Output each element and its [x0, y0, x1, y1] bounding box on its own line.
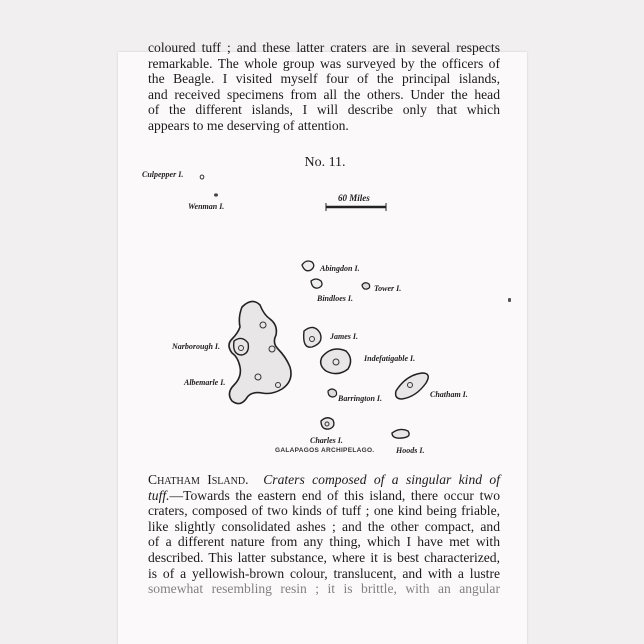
- charles-label: Charles I.: [310, 436, 343, 445]
- section-heading: Chatham Island.: [148, 472, 249, 487]
- narborough-island-shape: [234, 338, 249, 355]
- tower-label: Tower I.: [374, 284, 402, 293]
- text-line: remarkable. The whole group was surveyed by the officers of: [148, 55, 500, 71]
- tuff-word: tuff.: [148, 487, 170, 503]
- text-line: described. This latter substance, where it is best characterized,: [148, 549, 500, 565]
- text-line: the Beagle. I visited myself four of the principal islands,: [148, 71, 500, 87]
- text-line: coloured tuff ; and these latter craters are in several respects: [148, 40, 500, 55]
- abingdon-island-shape: [302, 261, 314, 271]
- james-island-shape: [304, 327, 321, 347]
- indefatigable-label: Indefatigable I.: [364, 354, 416, 363]
- barrington-label: Barrington I.: [338, 394, 383, 403]
- bindloes-label: Bindloes I.: [317, 294, 354, 303]
- top-paragraph: [148, 40, 500, 134]
- text-line: is of a yellowish-brown colour, translucent, and with a lustre: [148, 565, 500, 581]
- figure-number: No. 11.: [304, 155, 346, 170]
- map-caption: GALAPAGOS ARCHIPELAGO.: [275, 447, 375, 454]
- chatham-label: Chatham I.: [430, 390, 468, 399]
- text-line: [148, 472, 500, 488]
- text-line: like slightly consolidated ashes ; and the other compact, and: [148, 518, 500, 534]
- narborough-label: Narborough I.: [172, 342, 221, 351]
- culpepper-label: Culpepper I.: [142, 170, 184, 179]
- albemarle-label: Albemarle I.: [184, 378, 226, 387]
- bottom-paragraph: [148, 472, 500, 597]
- james-label: James I.: [330, 332, 358, 341]
- line2-rest: —Towards the eastern end of this island, there occur two: [169, 487, 500, 503]
- text-line: of a different nature from any thing, which I have met with: [148, 534, 500, 550]
- abingdon-label: Abingdon I.: [320, 264, 360, 273]
- hoods-label: Hoods I.: [396, 446, 425, 455]
- speck-mark: [508, 298, 511, 302]
- heading-subtitle: Craters composed of a singular kind of: [263, 472, 500, 487]
- text-line-partial: somewhat resembling resin ; it is brittle, with an angular: [148, 581, 500, 597]
- culpepper-island-shape: [200, 175, 204, 179]
- scale-bar: [326, 193, 386, 211]
- wenman-island-shape: [214, 193, 218, 196]
- text-line: and received specimens from all the others. Under the head: [148, 86, 500, 102]
- text-line: of the different islands, I will describe only that which: [148, 102, 500, 118]
- bindloes-island-shape: [311, 279, 322, 288]
- scale-label: 60 Miles: [338, 193, 370, 203]
- indefatigable-island-shape: [321, 349, 351, 374]
- text-line: [148, 488, 500, 504]
- wenman-label: Wenman I.: [188, 202, 225, 211]
- hoods-island-shape: [392, 429, 409, 438]
- barrington-island-shape: [328, 389, 337, 397]
- charles-island-shape: [321, 418, 334, 429]
- tower-island-shape: [362, 283, 370, 289]
- text-line: appears to me deserving of attention.: [148, 117, 349, 133]
- text-line: craters, composed of two kinds of tuff ; one kind being friable,: [148, 503, 500, 519]
